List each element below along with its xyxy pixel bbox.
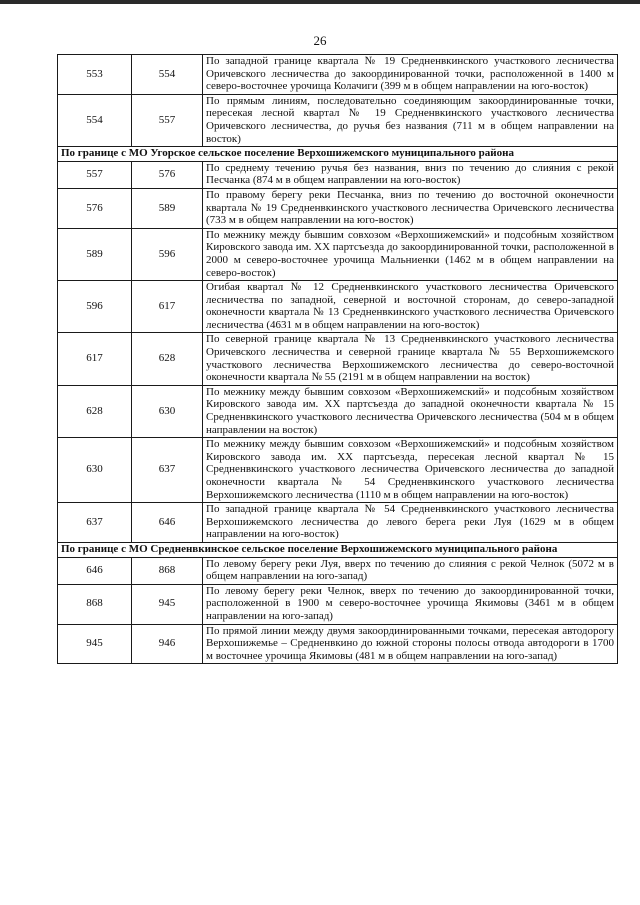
- boundary-description: По прямым линиям, последовательно соединяющим закоординированные точки, пересекая лесной квартал № 19 Средненвкинского участкового лесничества Оричевского лесничества, до ручья без названия (711 м в общем направлении на восток): [203, 94, 618, 146]
- point-from: 868: [58, 584, 132, 624]
- boundary-description: По среднему течению ручья без названия, вниз по течению до слияния с рекой Песчанка (874 м в общем направлении на юго-восток): [203, 161, 618, 188]
- point-from: 553: [58, 55, 132, 95]
- point-from: 637: [58, 503, 132, 543]
- boundary-description: По северной границе квартала № 13 Средненвкинского участкового лесничества Оричевского лесничества и северной границе квартала № 55 Верхошижемского участкового лесничества Верхошижемского лесничества до северо-восточной оконечности квартала № 55 (2191 м в общем направлении на восток): [203, 333, 618, 385]
- point-to: 945: [132, 584, 203, 624]
- point-from: 945: [58, 624, 132, 664]
- page-number: 26: [313, 33, 327, 48]
- table-row: [58, 584, 618, 624]
- boundary-table: [57, 54, 618, 664]
- point-to: 868: [132, 557, 203, 584]
- section-heading: По границе с МО Средненвкинское сельское поселение Верхошижемского муниципального района: [58, 542, 618, 557]
- table-row: [58, 503, 618, 543]
- table-row: [58, 188, 618, 228]
- point-to: 554: [132, 55, 203, 95]
- point-from: 646: [58, 557, 132, 584]
- point-to: 576: [132, 161, 203, 188]
- boundary-description: По межнику между бывшим совхозом «Верхошижемский» и подсобным хозяйством Кировского завода им. XX партсъезда до закоординированной точки, расположенной в 2000 м северо-восточнее урочища Мальниенки (1462 м в общем направлении на северо-восток): [203, 228, 618, 280]
- table-row: [58, 438, 618, 503]
- section-row: [58, 147, 618, 162]
- table-row: [58, 557, 618, 584]
- boundary-description: По прямой линии между двумя закоординированными точками, пересекая автодорогу Верхошижемье – Средненвкино до южной стороны полосы отвода автодороги в 1700 м восточнее урочища Якимовы (481 м в общем направлении на юго-запад): [203, 624, 618, 664]
- table-row: [58, 161, 618, 188]
- section-heading: По границе с МО Угорское сельское поселение Верхошижемского муниципального района: [58, 147, 618, 162]
- boundary-description: По левому берегу реки Челнок, вверх по течению до закоординированной точки, расположенной в 1900 м северо-восточнее урочища Якимовы (3461 м в общем направлении на юго-запад): [203, 584, 618, 624]
- boundary-description: По левому берегу реки Луя, вверх по течению до слияния с рекой Челнок (5072 м в общем направлении на юго-запад): [203, 557, 618, 584]
- point-to: 617: [132, 281, 203, 333]
- top-rule: [0, 0, 640, 4]
- table-row: [58, 333, 618, 385]
- boundary-description: По межнику между бывшим совхозом «Верхошижемский» и подсобным хозяйством Кировского завода им. XX партсъезда до западной оконечности квартала № 15 Средненвкинского участкового лесничества Оричевского лесничества (504 м в общем направлении на восток): [203, 385, 618, 437]
- table-row: [58, 94, 618, 146]
- point-from: 617: [58, 333, 132, 385]
- point-to: 630: [132, 385, 203, 437]
- boundary-description: По западной границе квартала № 54 Средненвкинского участкового лесничества Верхошижемского лесничества до левого берега реки Луя (1629 м в общем направлении на юго-восток): [203, 503, 618, 543]
- point-to: 557: [132, 94, 203, 146]
- point-to: 637: [132, 438, 203, 503]
- table-row: [58, 228, 618, 280]
- table-row: [58, 281, 618, 333]
- table-row: [58, 385, 618, 437]
- point-to: 628: [132, 333, 203, 385]
- point-from: 630: [58, 438, 132, 503]
- point-from: 554: [58, 94, 132, 146]
- section-row: [58, 542, 618, 557]
- table-row: [58, 55, 618, 95]
- point-to: 596: [132, 228, 203, 280]
- boundary-description: По западной границе квартала № 19 Средненвкинского участкового лесничества Оричевского лесничества до закоординированной точки, расположенной в 1400 м северо-восточнее урочища Колачиги (399 м в общем направлении на юго-восток): [203, 55, 618, 95]
- point-from: 557: [58, 161, 132, 188]
- table-row: [58, 624, 618, 664]
- point-from: 596: [58, 281, 132, 333]
- boundary-description: По межнику между бывшим совхозом «Верхошижемский» и подсобным хозяйством Кировского завода им. XX партсъезда, пересекая лесной квартал № 15 Средненвкинского участкового лесничества Оричевского лесничества до западной оконечности квартала № 54 Средненвкинского участкового лесничества Верхошижемского лесничества (1110 м в общем направлении на юго-восток): [203, 438, 618, 503]
- point-to: 589: [132, 188, 203, 228]
- boundary-description: По правому берегу реки Песчанка, вниз по течению до восточной оконечности квартала № 19 Средненвкинского участкового лесничества Оричевского лесничества (733 м в общем направлении на юго-восток): [203, 188, 618, 228]
- boundary-description: Огибая квартал № 12 Средненвкинского участкового лесничества Оричевского лесничества по западной, северной и восточной сторонам, до северо-западной оконечности квартала № 13 Средненвкинского участкового лесничества Оричевского лесничества (4631 м в общем направлении на юго-восток): [203, 281, 618, 333]
- point-from: 589: [58, 228, 132, 280]
- point-to: 946: [132, 624, 203, 664]
- point-from: 628: [58, 385, 132, 437]
- point-to: 646: [132, 503, 203, 543]
- point-from: 576: [58, 188, 132, 228]
